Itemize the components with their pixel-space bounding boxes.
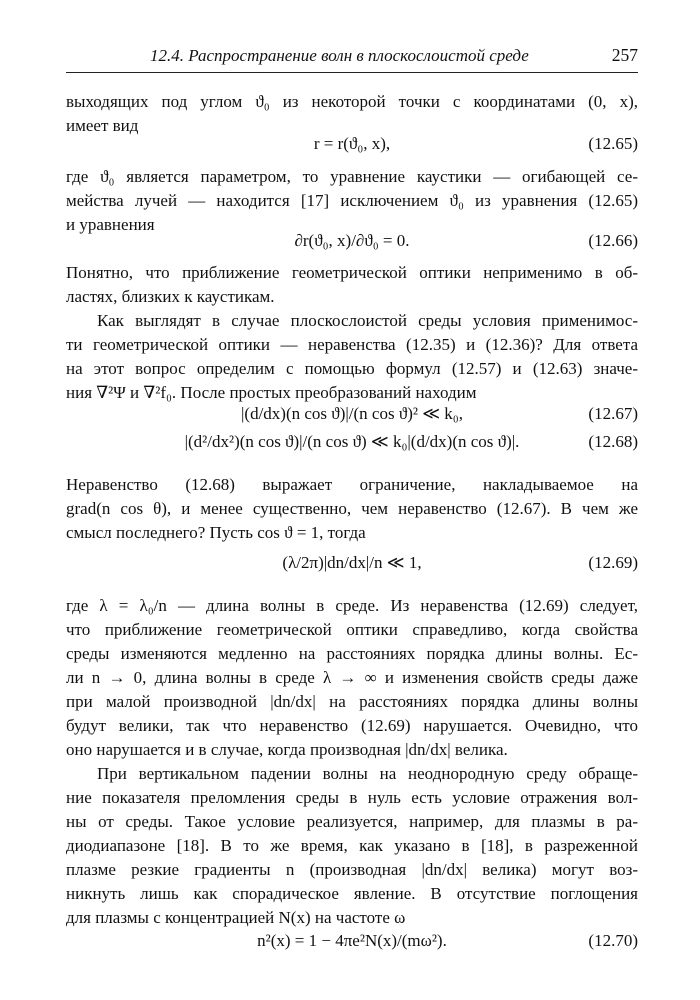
section-title: 12.4. Распространение волн в плоскослоистой среде (150, 46, 529, 65)
equation-12-70 (66, 928, 638, 954)
text-line: ны от среды. Такое условие реализуется, например, для плазмы в ра- (66, 812, 638, 831)
text-line: имеет вид (66, 116, 139, 135)
text-line: смысл последнего? Пусть cos ϑ = 1, тогда (66, 523, 366, 542)
equation-formula: r = r(ϑ₀, x), (313, 134, 391, 153)
text-line: будут велики, так что неравенство (12.69) нарушается. Очевидно, что (66, 716, 638, 735)
text-line: плазме резкие градиенты n (производная |dn/dx| велика) могут воз- (66, 860, 638, 879)
equation-number: (12.67) (588, 404, 638, 423)
text-line: оно нарушается и в случае, когда производная |dn/dx| велика. (66, 740, 508, 759)
equation-formula: n²(x) = 1 − 4πe²N(x)/(mω²). (257, 931, 447, 950)
text-line: При вертикальном падении волны на неоднородную среду обраще- (97, 764, 638, 783)
equation-12-69 (66, 550, 638, 576)
equation-number: (12.70) (588, 931, 638, 950)
equation-12-66 (66, 228, 638, 254)
text-line: ли n → 0, длина волны в среде λ → ∞ и изменения свойств среды даже (66, 668, 638, 687)
equation-number: (12.69) (588, 553, 638, 572)
text-line: мейства лучей — находится [17] исключением ϑ₀ из уравнения (12.65) (66, 191, 638, 210)
equation-formula: |(d²/dx²)(n cos ϑ)|/(n cos ϑ) ≪ k₀|(d/dx)(n cos ϑ)|. (184, 432, 520, 451)
text-line: для плазмы с концентрацией N(x) на частоте ω (66, 908, 406, 927)
text-line: ластях, близких к каустикам. (66, 287, 275, 306)
text-line: при малой производной |dn/dx| на расстояниях порядка длины волны (66, 692, 638, 711)
text-line: ние показателя преломления среды в нуль есть условие отражения вол- (66, 788, 638, 807)
equation-formula: ∂r(ϑ₀, x)/∂ϑ₀ = 0. (294, 231, 410, 250)
equation-formula: (λ/2π)|dn/dx|/n ≪ 1, (282, 553, 422, 572)
text-line: Неравенство (12.68) выражает ограничение, накладываемое на (66, 475, 638, 494)
equation-12-67 (66, 401, 638, 427)
text-line: ния ∇²Ψ и ∇²f₀. После простых преобразований находим (66, 383, 477, 402)
text-line: среды изменяются медленно на расстояниях порядка длины волны. Ес- (66, 644, 638, 663)
equation-number: (12.66) (588, 231, 638, 250)
equation-number: (12.68) (588, 432, 638, 451)
equation-12-65 (66, 131, 638, 157)
text-line: выходящих под углом ϑ₀ из некоторой точки с координатами (0, x), (66, 92, 638, 111)
text-line: диодиапазоне [18]. В то же время, как указано в [18], в разреженной (66, 836, 638, 855)
running-header (66, 46, 638, 73)
equation-formula: |(d/dx)(n cos ϑ)|/(n cos ϑ)² ≪ k₀, (241, 404, 463, 423)
equation-12-68 (66, 429, 638, 455)
text-line: что приближение геометрической оптики справедливо, когда свойства (66, 620, 638, 639)
text-line: на этот вопрос определим с помощью формул (12.57) и (12.63) значе- (66, 359, 638, 378)
text-line: где ϑ₀ является параметром, то уравнение каустики — огибающей се- (66, 167, 638, 186)
text-line: grad(n cos θ), и менее существенно, чем неравенство (12.67). В чем же (66, 499, 638, 518)
text-line: никнуть лишь как спорадическое явление. В отсутствие поглощения (66, 884, 638, 903)
text-line: ти геометрической оптики — неравенства (12.35) и (12.36)? Для ответа (66, 335, 638, 354)
text-line: Понятно, что приближение геометрической оптики неприменимо в об- (66, 263, 638, 282)
equation-number: (12.65) (588, 134, 638, 153)
page-number: 257 (611, 45, 638, 65)
text-line: и уравнения (66, 215, 155, 234)
text-line: где λ = λ₀/n — длина волны в среде. Из неравенства (12.69) следует, (66, 596, 638, 615)
text-line: Как выглядят в случае плоскослоистой среды условия применимос- (97, 311, 638, 330)
